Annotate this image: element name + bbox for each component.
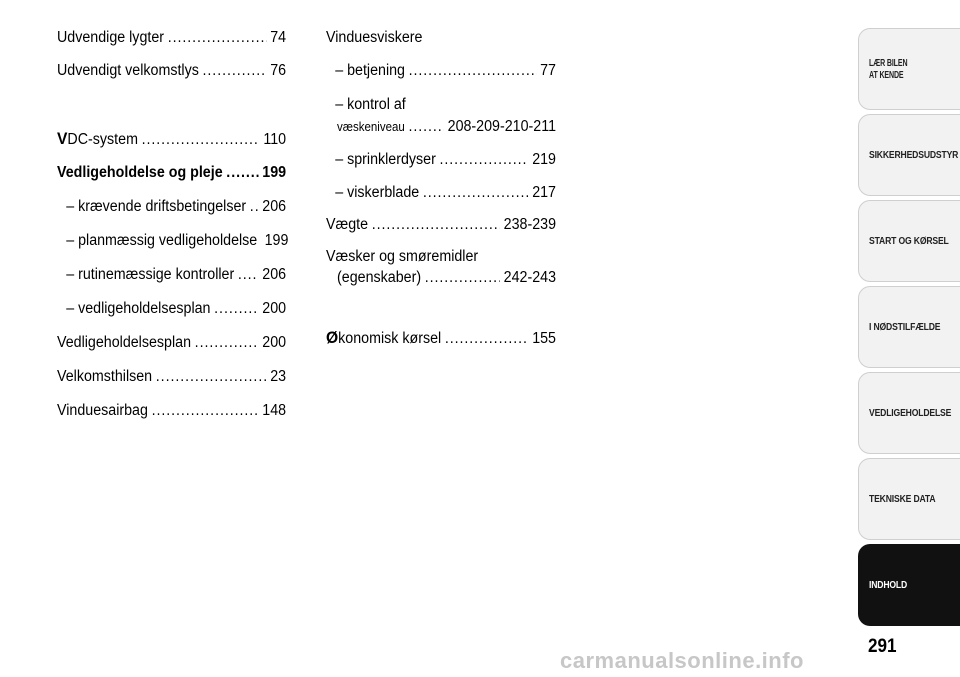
index-entry: – viskerblade ..... 217 (326, 183, 556, 203)
index-entry: – planmæssig vedligeholdelse 199 (66, 232, 289, 249)
index-entry: Velkomsthilsen ..... 23 (57, 367, 286, 387)
index-entry: – sprinklerdyser ..... 219 (326, 150, 556, 170)
index-entry: – krævende driftsbetingelser ..... 206 (57, 197, 286, 217)
index-heading: – kontrol af (335, 96, 406, 113)
letter-cap: Ø (326, 328, 339, 347)
tab-i-nodstilfaelde[interactable]: I NØDSTILFÆLDE (858, 286, 960, 368)
index-entry: – betjening ..... 77 (326, 61, 556, 81)
tab-vedligeholdelse[interactable]: VEDLIGEHOLDELSE (858, 372, 960, 454)
index-entry: Vedligeholdelse og pleje ..... 199 (57, 163, 286, 183)
index-entry: – vedligeholdelsesplan ..... 200 (57, 299, 286, 319)
index-entry: VDC-system ..... 110 (57, 129, 286, 150)
letter-cap: V (57, 129, 68, 148)
tab-laer-bilen[interactable]: LÆR BILEN AT KENDE (858, 28, 960, 110)
index-entry: Økonomisk kørsel ..... 155 (326, 328, 556, 349)
index-entry: Udvendige lygter ..... 74 (57, 28, 286, 48)
index-entry: Udvendigt velkomstlys ..... 76 (57, 61, 286, 81)
page-number: 291 (868, 636, 897, 657)
watermark: carmanualsonline.info (560, 648, 804, 673)
tab-indhold[interactable]: INDHOLD (858, 544, 960, 626)
index-entry: Vinduesairbag ..... 148 (57, 401, 286, 421)
index-entry: væskeniveau ..... 208-209-210-211 (326, 117, 556, 137)
tab-sikkerhedsudstyr[interactable]: SIKKERHEDSUDSTYR (858, 114, 960, 196)
index-entry: Vægte ..... 238-239 (326, 215, 556, 235)
tab-tekniske-data[interactable]: TEKNISKE DATA (858, 458, 960, 540)
tab-start-og-korsel[interactable]: START OG KØRSEL (858, 200, 960, 282)
index-entry: Vedligeholdelsesplan ..... 200 (57, 333, 286, 353)
index-heading: Væsker og smøremidler (326, 248, 479, 265)
index-entry: (egenskaber) ..... 242-243 (326, 268, 556, 288)
index-entry: – rutinemæssige kontroller ..... 206 (57, 265, 286, 285)
index-heading: Vinduesviskere (326, 29, 423, 46)
